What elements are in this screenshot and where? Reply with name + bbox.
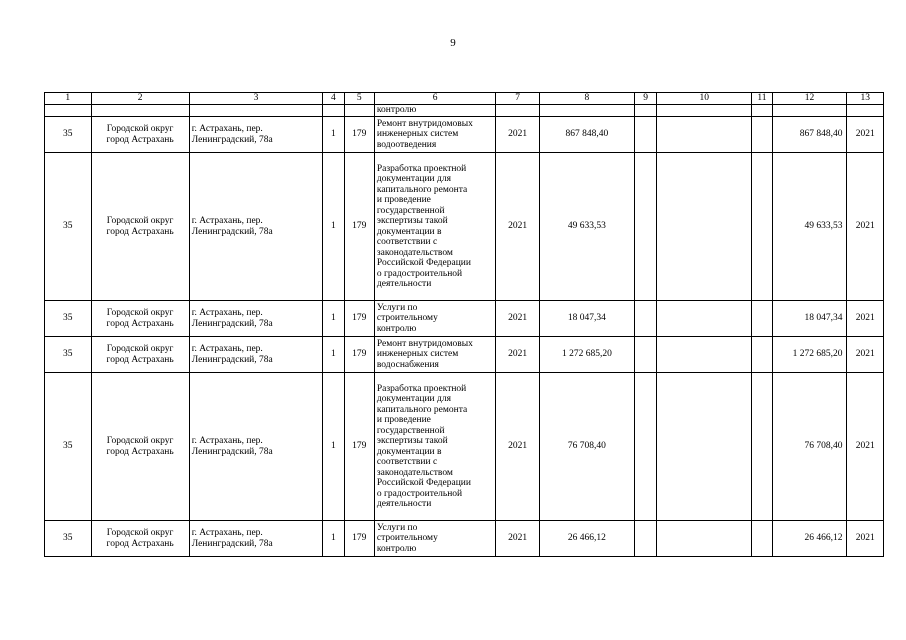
empty-cell — [657, 153, 752, 301]
cell-line: деятельности — [376, 499, 432, 509]
address-cell — [189, 337, 323, 373]
col4-cell: 1 — [323, 521, 344, 557]
col5-cell: 179 — [344, 301, 374, 337]
cell-line: Городской округ — [106, 436, 174, 446]
empty-cell — [657, 105, 752, 117]
year-end-cell: 2021 — [847, 117, 884, 153]
cell-line: законодательством — [376, 247, 453, 258]
empty-cell — [657, 117, 752, 153]
cell-line: о градостроительной — [376, 488, 463, 499]
cell-line: государственной — [376, 425, 445, 436]
empty-cell — [772, 105, 847, 117]
cell-line: строительному — [376, 313, 438, 324]
cell-line: Городской округ — [106, 216, 174, 226]
work-type-cell — [374, 301, 495, 337]
amount-cell: 18 047,34 — [539, 301, 634, 337]
amount-cell: 867 848,40 — [539, 117, 634, 153]
table-row — [45, 153, 884, 301]
work-type-cell — [374, 373, 495, 521]
work-type-cell — [374, 153, 495, 301]
address-cell — [189, 521, 323, 557]
cell-line: контролю — [376, 543, 417, 554]
municipality-cell — [91, 301, 189, 337]
cell-line: Ленинградский, 78а — [191, 134, 273, 145]
empty-cell — [634, 105, 656, 117]
cell-line: Разработка проектной — [376, 163, 467, 174]
cell-line: г. Астрахань, пер. — [191, 216, 263, 226]
year-cell: 2021 — [496, 153, 540, 301]
cell-line: документации в — [376, 226, 442, 237]
header-cell: 5 — [344, 93, 374, 105]
col4-cell: 1 — [323, 337, 344, 373]
cell-line: город Астрахань — [106, 318, 174, 329]
header-cell: 4 — [323, 93, 344, 105]
cell-line: г. Астрахань, пер. — [191, 308, 263, 318]
empty-cell — [657, 337, 752, 373]
cell-line: Ленинградский, 78а — [191, 446, 273, 457]
cell-line: Ленинградский, 78а — [191, 538, 273, 549]
year-cell: 2021 — [496, 117, 540, 153]
cell-line: деятельности — [376, 279, 432, 289]
header-cell: 2 — [91, 93, 189, 105]
row-number-cell: 35 — [45, 117, 92, 153]
empty-cell — [847, 105, 884, 117]
cell-line: Городской округ — [106, 528, 174, 538]
cell-line: город Астрахань — [106, 538, 174, 549]
carry-over-row — [45, 105, 884, 117]
empty-cell — [752, 105, 772, 117]
col4-cell: 1 — [323, 373, 344, 521]
cell-line: город Астрахань — [106, 226, 174, 237]
cell-line: г. Астрахань, пер. — [191, 436, 263, 446]
col5-cell: 179 — [344, 153, 374, 301]
empty-cell — [634, 153, 656, 301]
header-cell: 9 — [634, 93, 656, 105]
col5-cell: 179 — [344, 373, 374, 521]
row-number-cell: 35 — [45, 301, 92, 337]
header-row — [45, 93, 884, 105]
empty-cell — [634, 117, 656, 153]
year-cell: 2021 — [496, 373, 540, 521]
header-cell: 7 — [496, 93, 540, 105]
cell-line: капитального ремонта — [376, 184, 468, 195]
cell-line: город Астрахань — [106, 134, 174, 145]
header-cell: 6 — [374, 93, 495, 105]
table-row — [45, 301, 884, 337]
empty-cell — [45, 105, 92, 117]
year-end-cell: 2021 — [847, 521, 884, 557]
cell-line: город Астрахань — [106, 354, 174, 365]
year-end-cell: 2021 — [847, 301, 884, 337]
table-row — [45, 373, 884, 521]
cell-line: законодательством — [376, 467, 453, 478]
cell-line: Ленинградский, 78а — [191, 354, 273, 365]
amount-cell: 49 633,53 — [539, 153, 634, 301]
amount-cell: 1 272 685,20 — [539, 337, 634, 373]
year-end-cell: 2021 — [847, 337, 884, 373]
table-body — [45, 93, 884, 557]
empty-cell — [496, 105, 540, 117]
empty-cell — [189, 105, 323, 117]
cell-line: документации для — [376, 174, 451, 184]
data-table — [44, 92, 884, 557]
year-cell: 2021 — [496, 301, 540, 337]
amount-cell: 26 466,12 — [539, 521, 634, 557]
empty-cell — [657, 301, 752, 337]
cell-line: город Астрахань — [106, 446, 174, 457]
empty-cell — [344, 105, 374, 117]
cell-line: Ленинградский, 78а — [191, 318, 273, 329]
empty-cell — [657, 521, 752, 557]
address-cell — [189, 117, 323, 153]
cell-line: о градостроительной — [376, 268, 463, 279]
year-cell: 2021 — [496, 521, 540, 557]
empty-cell — [323, 105, 344, 117]
empty-cell — [634, 301, 656, 337]
empty-cell — [634, 521, 656, 557]
cell-line: Услуги по — [376, 302, 418, 313]
table-row — [45, 117, 884, 153]
work-type-cell — [374, 521, 495, 557]
cell-line: и проведение — [376, 415, 431, 425]
empty-cell — [752, 337, 772, 373]
municipality-cell — [91, 153, 189, 301]
empty-cell — [752, 521, 772, 557]
cell-line: экспертизы такой — [376, 436, 448, 446]
municipality-cell — [91, 521, 189, 557]
row-number-cell: 35 — [45, 153, 92, 301]
work-type-cell — [374, 337, 495, 373]
empty-cell — [752, 153, 772, 301]
table-row — [45, 521, 884, 557]
address-cell — [189, 373, 323, 521]
cell-line: инженерных систем — [376, 129, 459, 140]
empty-cell — [657, 373, 752, 521]
col5-cell: 179 — [344, 337, 374, 373]
cell-line: контролю — [376, 323, 417, 334]
cell-line: инженерных систем — [376, 349, 459, 360]
carry-over-text: контролю — [374, 105, 495, 117]
row-number-cell: 35 — [45, 373, 92, 521]
address-cell — [189, 301, 323, 337]
amount-total-cell: 26 466,12 — [772, 521, 847, 557]
header-cell: 11 — [752, 93, 772, 105]
cell-line: водоотведения — [376, 139, 437, 150]
cell-line: г. Астрахань, пер. — [191, 528, 263, 538]
municipality-cell — [91, 337, 189, 373]
header-cell: 8 — [539, 93, 634, 105]
header-cell: 3 — [189, 93, 323, 105]
empty-cell — [752, 301, 772, 337]
col4-cell: 1 — [323, 301, 344, 337]
amount-total-cell: 49 633,53 — [772, 153, 847, 301]
amount-total-cell: 1 272 685,20 — [772, 337, 847, 373]
cell-line: строительному — [376, 533, 438, 544]
cell-line: и проведение — [376, 195, 431, 205]
cell-line: водоснабжения — [376, 359, 439, 370]
cell-line: Городской округ — [106, 344, 174, 354]
year-cell: 2021 — [496, 337, 540, 373]
cell-line: Ленинградский, 78а — [191, 226, 273, 237]
cell-line: соответствии с — [376, 457, 438, 467]
cell-line: Российской Федерации — [376, 258, 471, 268]
row-number-cell: 35 — [45, 337, 92, 373]
year-end-cell: 2021 — [847, 373, 884, 521]
cell-line: соответствии с — [376, 237, 438, 247]
cell-line: документации в — [376, 446, 442, 457]
empty-cell — [91, 105, 189, 117]
amount-total-cell: 18 047,34 — [772, 301, 847, 337]
cell-line: Услуги по — [376, 522, 418, 533]
address-cell — [189, 153, 323, 301]
cell-line: Городской округ — [106, 308, 174, 318]
cell-line: г. Астрахань, пер. — [191, 344, 263, 354]
cell-line: государственной — [376, 205, 445, 216]
cell-line: г. Астрахань, пер. — [191, 124, 263, 134]
col5-cell: 179 — [344, 521, 374, 557]
year-end-cell: 2021 — [847, 153, 884, 301]
header-cell: 1 — [45, 93, 92, 105]
cell-line: Ремонт внутридомовых — [376, 338, 473, 349]
cell-line: Ремонт внутридомовых — [376, 118, 473, 129]
page-number: 9 — [450, 37, 456, 49]
row-number-cell: 35 — [45, 521, 92, 557]
cell-line: Городской округ — [106, 124, 174, 134]
cell-line: документации для — [376, 394, 451, 404]
cell-line: экспертизы такой — [376, 216, 448, 226]
col5-cell: 179 — [344, 117, 374, 153]
empty-cell — [634, 337, 656, 373]
amount-total-cell: 76 708,40 — [772, 373, 847, 521]
cell-line: Российской Федерации — [376, 478, 471, 488]
table-row — [45, 337, 884, 373]
cell-line: Разработка проектной — [376, 383, 467, 394]
amount-cell: 76 708,40 — [539, 373, 634, 521]
col4-cell: 1 — [323, 117, 344, 153]
col4-cell: 1 — [323, 153, 344, 301]
amount-total-cell: 867 848,40 — [772, 117, 847, 153]
empty-cell — [634, 373, 656, 521]
work-type-cell — [374, 117, 495, 153]
header-cell: 10 — [657, 93, 752, 105]
empty-cell — [752, 373, 772, 521]
header-cell: 13 — [847, 93, 884, 105]
empty-cell — [539, 105, 634, 117]
municipality-cell — [91, 117, 189, 153]
municipality-cell — [91, 373, 189, 521]
cell-line: капитального ремонта — [376, 404, 468, 415]
header-cell: 12 — [772, 93, 847, 105]
empty-cell — [752, 117, 772, 153]
